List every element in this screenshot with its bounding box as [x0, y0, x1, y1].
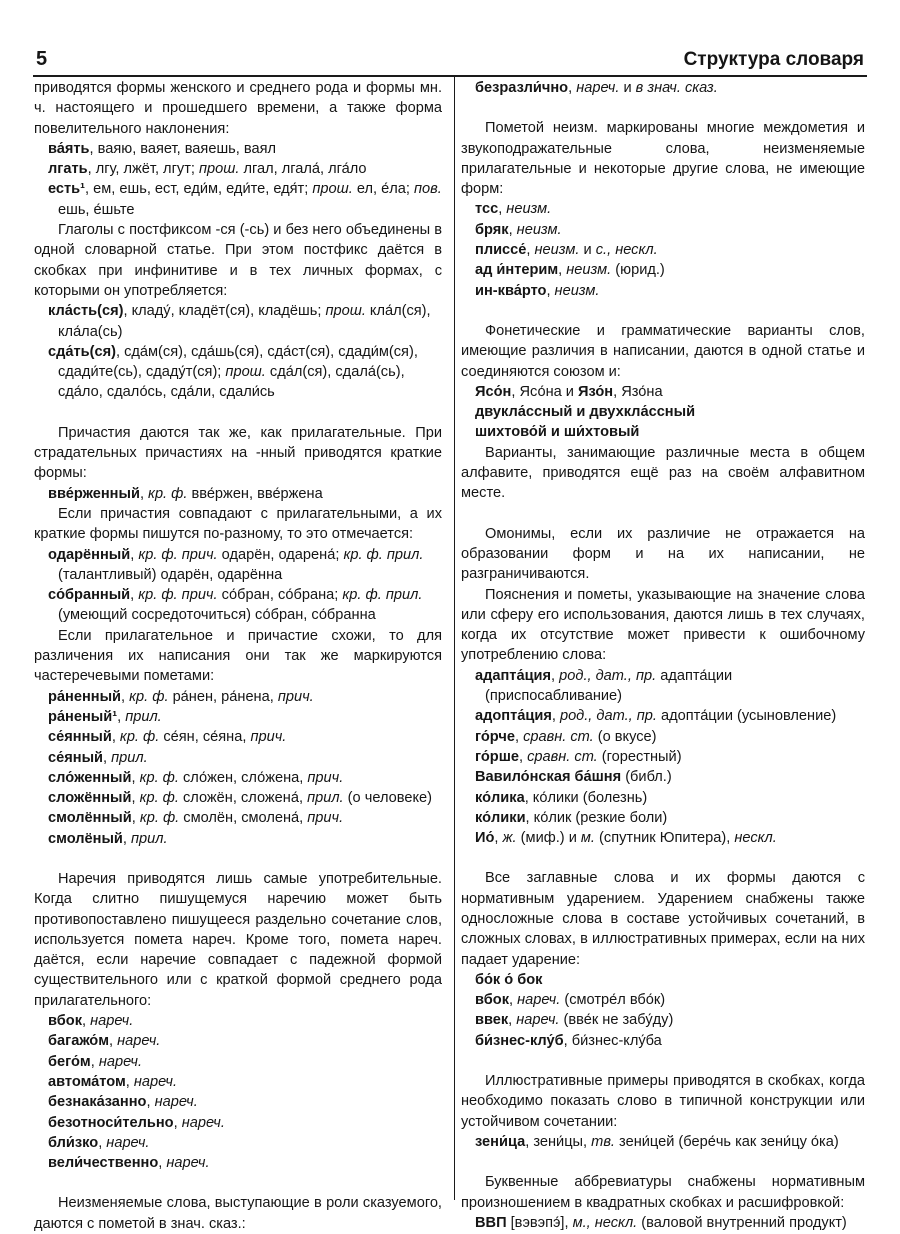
headword: шихтово́й и ши́хтовый: [475, 424, 640, 441]
entry-text: ,: [519, 748, 528, 765]
entry-text: ,: [109, 1033, 118, 1050]
headword: ин-ква́рто: [475, 282, 547, 299]
section-gap: [461, 1051, 865, 1071]
column-divider: [454, 77, 455, 1200]
dictionary-entry: [34, 1153, 442, 1173]
body-paragraph: Иллюстративные примеры приводятся в скобках, когда необходимо показать слово в типичной конструкции или устойчивом сочетании:: [461, 1073, 865, 1130]
body-paragraph: Омонимы, если их различие не отражается на образовании форм и на их написании, не разграничиваются.: [461, 525, 865, 583]
dictionary-entry: [34, 768, 442, 788]
headword: ВВП: [475, 1214, 507, 1231]
dictionary-entry: [461, 727, 865, 747]
entry-text: ,: [130, 546, 139, 563]
entry-text: и: [579, 242, 596, 259]
grammar-label: неизм.: [566, 262, 612, 279]
entry-text: ешь, е́шьте: [58, 201, 135, 218]
dictionary-entry: [461, 1010, 865, 1030]
grammar-label: прил.: [307, 790, 344, 807]
entry-text: сда́л(ся), сдала́(сь), сда́ло, сдало́сь, сда́ли, сдали́сь: [58, 364, 405, 401]
entry-text: ,: [90, 1053, 99, 1070]
headword: Ио́: [475, 830, 495, 847]
headword: бо́к о́ бок: [475, 971, 543, 988]
dictionary-entry: [34, 1052, 442, 1072]
dictionary-entry: [461, 1213, 865, 1233]
entry-text: ,: [131, 769, 140, 786]
entry-text: ,: [551, 667, 560, 684]
left-column: [34, 78, 442, 1234]
entry-text: ,: [98, 1134, 107, 1151]
dictionary-entry: [34, 159, 442, 179]
grammar-label: кр. ф.: [129, 688, 169, 705]
section-gap: [34, 403, 442, 423]
grammar-label: нареч.: [181, 1114, 225, 1131]
entry-text: [вэвэпэ́],: [506, 1214, 573, 1231]
headword: Ясо́н: [475, 383, 512, 400]
dictionary-entry: [34, 342, 442, 403]
body-paragraph: Если прилагательное и причастие схожи, то для различения их написания они так же маркируются частеречевыми пометами:: [34, 627, 442, 685]
headword: безотноси́тельно: [48, 1114, 174, 1131]
dictionary-entry: [461, 706, 865, 726]
dictionary-entry: [34, 808, 442, 828]
entry-text: ,: [514, 728, 524, 745]
dictionary-entry: [34, 484, 442, 504]
section-gap: [461, 848, 865, 868]
headword: адопта́ция: [475, 708, 552, 725]
body-paragraph: Пометой неизм. маркированы многие междометия и звукоподражательные слова, неизменяемые прилагательные и некоторые другие слова, не имеющие форм:: [461, 120, 865, 198]
grammar-label: нареч.: [98, 1053, 143, 1070]
headword: лгать: [48, 161, 88, 178]
dictionary-entry: [34, 545, 442, 586]
dictionary-entry: [461, 240, 865, 260]
entry-text: одарён, одарена́;: [217, 546, 344, 563]
entry-text: ,: [568, 80, 577, 96]
headword: одарённый: [48, 546, 131, 563]
grammar-label: сравн. ст.: [523, 728, 594, 745]
grammar-label: кр. ф. прил.: [342, 587, 423, 604]
headword: Вавило́нская ба́шня: [475, 769, 622, 786]
entry-text: се́ян, се́яна,: [159, 729, 251, 746]
headword: го́рше: [475, 748, 519, 765]
grammar-label: неизм.: [534, 242, 580, 259]
dictionary-entry: [461, 382, 865, 402]
entry-text: (горестный): [597, 748, 682, 765]
grammar-label: с., нескл.: [595, 242, 658, 259]
grammar-label: прич.: [250, 729, 287, 746]
entry-text: ,: [526, 242, 535, 259]
dictionary-entry: [34, 788, 442, 808]
page-number: 5: [36, 48, 48, 70]
grammar-label: кр. ф.: [148, 485, 188, 502]
entry-text: лгал, лгала́, лга́ло: [239, 161, 367, 178]
entry-text: ,: [558, 262, 567, 279]
headword: ра́ненный: [48, 688, 122, 705]
body-paragraph: Варианты, занимающие различные места в общем алфавите, приводятся ещё раз на своём алфавитном месте.: [461, 444, 865, 502]
entry-text: кла́л(ся), кла́ла(сь): [58, 303, 431, 340]
dictionary-entry: [461, 666, 865, 707]
dictionary-entry: [461, 422, 865, 442]
running-title: Структура словаря: [683, 49, 864, 70]
headword: безнака́занно: [48, 1094, 147, 1111]
grammar-label: нареч.: [576, 80, 620, 96]
entry-text: , би́знес-клу́ба: [563, 1032, 662, 1049]
grammar-label: род., дат., пр.: [559, 667, 657, 684]
entry-text: вве́ржен, вве́ржена: [187, 485, 323, 502]
headword: сложённый: [48, 790, 132, 807]
headword: багажо́м: [48, 1033, 110, 1050]
entry-text: ,: [146, 1094, 155, 1111]
headword: го́рче: [475, 728, 515, 745]
grammar-label: прош.: [225, 364, 266, 381]
dictionary-entry: [461, 788, 865, 808]
grammar-label: ж.: [502, 830, 517, 847]
grammar-label: неизм.: [516, 221, 562, 238]
entry-text: адопта́ции (усыновление): [656, 708, 837, 725]
entry-text: зени́цей (бере́чь как зени́цу о́ка): [615, 1133, 839, 1150]
dictionary-entry: [461, 970, 865, 990]
grammar-label: нареч.: [154, 1094, 198, 1111]
entry-text: ,: [551, 708, 560, 725]
section-gap: [461, 301, 865, 321]
grammar-label: пов.: [413, 181, 442, 198]
dictionary-entry: [461, 767, 865, 787]
entry-text: (библ.): [621, 769, 672, 786]
grammar-label: неизм.: [506, 201, 552, 218]
entry-text: , ко́лик (резкие боли): [525, 809, 668, 826]
entry-text: ,: [546, 282, 555, 299]
headword: есть¹: [48, 181, 86, 198]
headword: ко́лика: [475, 789, 525, 806]
dictionary-entry: [34, 687, 442, 707]
body-paragraph: Если причастия совпадают с прилагательными, а их краткие формы пишутся по-разному, то это отмечается:: [34, 505, 442, 543]
entry-text: (умеющий сосредоточиться) со́бран, со́бранна: [58, 607, 376, 624]
entry-text: (о человеке): [343, 790, 432, 807]
headword: смолёный: [48, 830, 123, 847]
headword: со́бранный: [48, 587, 131, 604]
grammar-label: кр. ф. прил.: [343, 546, 424, 563]
headword: двукла́ссный и двухкла́ссный: [475, 404, 696, 421]
headword: смолённый: [48, 810, 132, 827]
grammar-label: нареч.: [133, 1073, 178, 1090]
entry-text: , ко́лики (болезнь): [524, 789, 648, 806]
headword: плиссе́: [475, 242, 527, 259]
entry-text: ,: [111, 729, 120, 746]
entry-text: (спутник Юпитера),: [594, 830, 735, 847]
entry-text: ,: [139, 485, 149, 502]
headword: ко́лики: [475, 809, 526, 826]
headword: кла́сть(ся): [48, 303, 124, 320]
body-paragraph: Пояснения и пометы, указывающие на значение слова или сферу его использования, даются лишь в тех случаях, когда их отсутствие может привести к ошибочному употреблению слова:: [461, 586, 865, 664]
entry-text: ,: [508, 1012, 517, 1029]
entry-text: ,: [498, 201, 507, 218]
grammar-label: нареч.: [516, 1012, 560, 1029]
entry-text: (валовой внутренний продукт): [637, 1214, 847, 1231]
body-paragraph: Наречия приводятся лишь самые употребительные. Когда слитно пишущемуся наречию может быть противопоставлено пишущееся раздельно сочетание слов, используется помета нареч. Кроме того, помета нареч. даётся, если наречие совпадает с падежной формой существительного или с краткой формой среднего рода прилагательного:: [34, 870, 442, 1009]
entry-text: ,: [158, 1155, 167, 1172]
right-column: [461, 78, 865, 1233]
dictionary-entry: [461, 747, 865, 767]
entry-text: ра́нен, ра́нена,: [168, 688, 278, 705]
section-gap: [461, 504, 865, 524]
headword: адапта́ция: [475, 667, 552, 684]
dictionary-entry: [34, 139, 442, 159]
grammar-label: прош.: [325, 303, 366, 320]
body-paragraph: Буквенные аббревиатуры снабжены нормативным произношением в квадратных скобках и расшифровкой:: [461, 1174, 865, 1211]
grammar-label: род., дат., пр.: [559, 708, 657, 725]
grammar-label: прил.: [111, 749, 148, 766]
grammar-label: м.: [580, 830, 595, 847]
dictionary-entry: [461, 260, 865, 280]
dictionary-entry: [461, 281, 865, 301]
entry-text: сло́жен, сло́жена,: [178, 769, 308, 786]
headword: бли́зко: [48, 1134, 99, 1151]
entry-text: смолён, смолена́,: [179, 810, 308, 827]
dictionary-entry: [461, 1132, 865, 1152]
entry-text: сложён, сложена́,: [178, 790, 308, 807]
entry-text: ,: [508, 221, 517, 238]
grammar-label: кр. ф.: [139, 790, 179, 807]
body-paragraph: Глаголы с постфиксом -ся (-сь) и без него объединены в одной словарной статье. При этом постфикс даётся в скобках при инфинитиве и в тех личных формах, с которыми он употребляется:: [34, 222, 442, 299]
section-gap: [34, 1173, 442, 1193]
body-paragraph: Все заглавные слова и их формы даются с нормативным ударением. Ударением снабжены также односложные слова в составе устойчивых сочетаний, в сложных словах, в иллюстративных примерах, если на них падает ударение:: [461, 870, 865, 968]
body-paragraph: Причастия даются так же, как прилагательные. При страдательных причастиях на -нный приводятся краткие формы:: [34, 424, 442, 482]
headword: зени́ца: [475, 1133, 526, 1150]
entry-text: , ваяю, ваяет, ваяешь, ваял: [89, 140, 276, 157]
grammar-label: нареч.: [166, 1155, 210, 1172]
dictionary-entry: [34, 727, 442, 747]
entry-text: (смотре́л вбо́к): [560, 992, 666, 1009]
entry-text: , лгу, лжёт, лгут;: [87, 161, 199, 178]
headword: ад и́нтерим: [475, 262, 559, 279]
dictionary-entry: [461, 199, 865, 219]
entry-text: ,: [121, 688, 130, 705]
dictionary-entry: [461, 402, 865, 422]
grammar-label: прич.: [307, 769, 344, 786]
grammar-label: кр. ф.: [139, 810, 180, 827]
dictionary-entry: [34, 1133, 442, 1153]
entry-text: ,: [131, 810, 140, 827]
headword: ввек: [475, 1012, 509, 1029]
dictionary-entry: [461, 78, 865, 98]
dictionary-entry: [34, 748, 442, 768]
grammar-label: м., нескл.: [572, 1214, 638, 1231]
entry-text: ,: [130, 587, 139, 604]
entry-text: , Язо́на: [613, 383, 663, 400]
grammar-label: прич.: [307, 810, 344, 827]
grammar-label: нареч.: [117, 1033, 161, 1050]
entry-text: , зени́цы,: [525, 1133, 592, 1150]
headword: вбок: [475, 992, 510, 1009]
entry-text: , Ясо́на и: [511, 383, 579, 400]
section-gap: [461, 98, 865, 118]
dictionary-entry: [34, 179, 442, 220]
grammar-label: нескл.: [734, 830, 777, 847]
headword: вбок: [48, 1013, 83, 1030]
entry-text: ,: [509, 992, 518, 1009]
entry-text: ел, е́ла;: [352, 181, 414, 198]
entry-text: и: [619, 80, 636, 96]
headword: автома́том: [48, 1073, 126, 1090]
dictionary-entry: [461, 1031, 865, 1051]
dictionary-entry: [34, 1113, 442, 1133]
dictionary-entry: [34, 1031, 442, 1051]
entry-text: ,: [82, 1013, 91, 1030]
headword: се́янный: [48, 729, 112, 746]
entry-text: ,: [103, 749, 112, 766]
grammar-label: нареч.: [517, 992, 561, 1009]
dictionary-entry: [461, 828, 865, 848]
headword: бряк: [475, 221, 509, 238]
body-paragraph: Неизменяемые слова, выступающие в роли сказуемого, даются с пометой в знач. сказ.:: [34, 1195, 442, 1232]
dictionary-entry: [461, 808, 865, 828]
entry-text: , ем, ешь, ест, еди́м, еди́те, едя́т;: [85, 181, 313, 198]
entry-text: ,: [494, 830, 503, 847]
section-gap: [34, 849, 442, 869]
entry-text: адапта́ции (приспосабливание): [485, 667, 733, 705]
header-rule: [33, 75, 867, 77]
dictionary-entry: [34, 829, 442, 849]
entry-text: (вве́к не забу́ду): [559, 1012, 674, 1029]
headword: вве́рженный: [48, 485, 140, 502]
dictionary-entry: [34, 707, 442, 727]
grammar-label: кр. ф. прич.: [138, 587, 218, 604]
grammar-label: прош.: [198, 161, 240, 178]
grammar-label: тв.: [591, 1133, 615, 1150]
headword: би́знес-клу́б: [475, 1032, 564, 1049]
entry-text: ,: [117, 708, 126, 725]
section-gap: [461, 1152, 865, 1172]
body-paragraph: Фонетические и грамматические варианты слов, имеющие различия в написании, даются в одной статье и соединяются союзом и:: [461, 322, 865, 380]
grammar-label: сравн. ст.: [527, 748, 598, 765]
headword: сда́ть(ся): [48, 343, 116, 360]
headword: сло́женный: [48, 769, 132, 786]
entry-text: (талантливый) одарён, одарённа: [58, 566, 283, 583]
entry-text: ,: [131, 790, 140, 807]
headword: се́яный: [48, 749, 103, 766]
grammar-label: в знач. сказ.: [635, 80, 718, 96]
dictionary-entry: [34, 1011, 442, 1031]
headword: ва́ять: [48, 140, 90, 157]
dictionary-entry: [34, 301, 442, 342]
entry-text: ,: [122, 830, 132, 847]
entry-text: ,: [125, 1073, 134, 1090]
grammar-label: прил.: [131, 830, 168, 847]
grammar-label: кр. ф.: [139, 769, 179, 786]
grammar-label: прич.: [277, 688, 314, 705]
entry-text: со́бран, со́брана;: [217, 587, 343, 604]
dictionary-entry: [34, 1092, 442, 1112]
entry-text: (о вкусе): [593, 728, 657, 745]
dictionary-entry: [34, 585, 442, 626]
grammar-label: кр. ф. прич.: [138, 546, 218, 563]
entry-text: (юрид.): [611, 262, 665, 279]
entry-text: ,: [173, 1114, 182, 1131]
headword: Язо́н: [578, 383, 614, 400]
headword: вели́чественно: [48, 1155, 159, 1172]
grammar-label: прил.: [125, 708, 162, 725]
dictionary-entry: [34, 1072, 442, 1092]
grammar-label: неизм.: [554, 282, 600, 299]
grammar-label: нареч.: [106, 1134, 150, 1151]
entry-text: , сда́м(ся), сда́шь(ся), сда́ст(ся), сдади́м(ся), сдади́те(сь), сдаду́т(ся);: [58, 343, 418, 381]
entry-text: , кладу́, кладёт(ся), кладёшь;: [123, 303, 326, 320]
grammar-label: прош.: [312, 181, 353, 198]
dictionary-entry: [461, 220, 865, 240]
headword: тсс: [475, 201, 499, 218]
grammar-label: кр. ф.: [119, 729, 160, 746]
grammar-label: нареч.: [90, 1013, 134, 1030]
dictionary-entry: [461, 990, 865, 1010]
headword: безразли́чно: [475, 80, 569, 96]
body-paragraph: приводятся формы женского и среднего рода и формы мн. ч. настоящего и прошедшего времени, а также форма повелительного наклонения:: [34, 80, 442, 137]
headword: ра́неный¹: [48, 708, 118, 725]
headword: бего́м: [48, 1053, 91, 1070]
entry-text: (миф.) и: [516, 830, 581, 847]
